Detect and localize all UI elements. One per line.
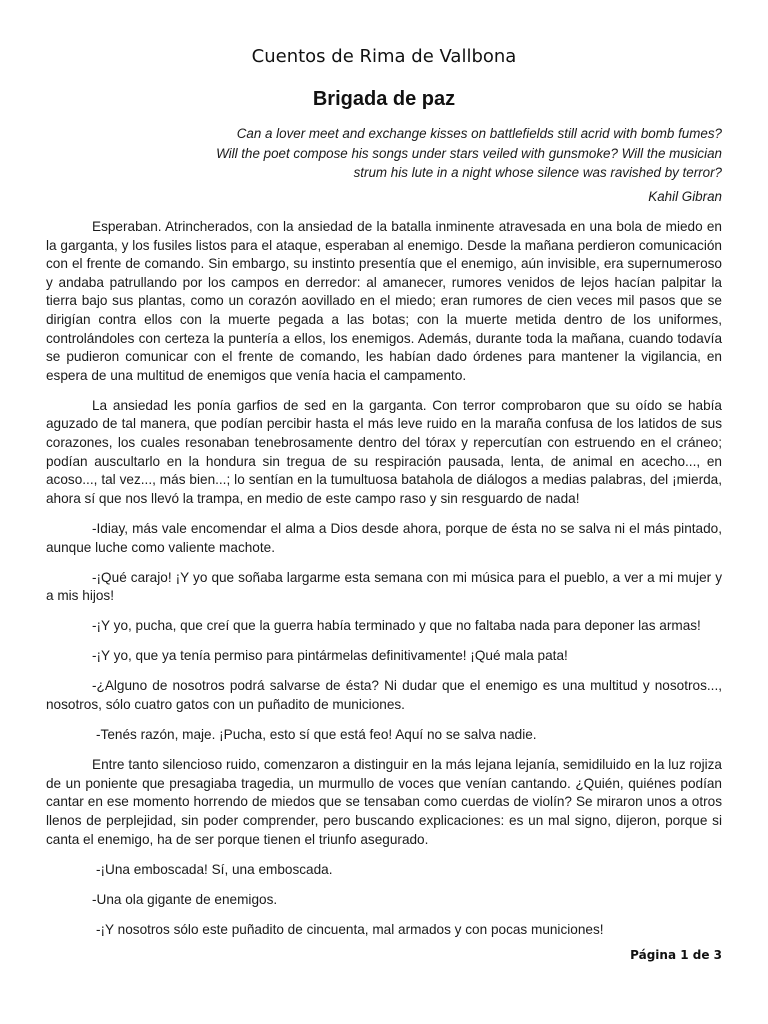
paragraph: Entre tanto silencioso ruido, comenzaron a distinguir en la más lejana lejanía, semidiluido en la luz rojiza de un poniente que presagiaba tragedia, un murmullo de voces que venían cantando. ¿Quién, quiénes podían cantar en ese momento horrendo de miedos que se tensaban como cuerdas de violín? Se miraron unos a otros llenos de perplejidad, sin poder comprender, pero buscando explicaciones: es un mal signo, dijeron, porque si canta el enemigo, ha de ser porque tienen el triunfo asegurado.	[46, 757, 722, 847]
epigraph-author: Kahil Gibran	[648, 189, 722, 204]
paragraph: -¡Una emboscada! Sí, una emboscada.	[96, 861, 333, 877]
paragraph: -Una ola gigante de enemigos.	[92, 891, 278, 907]
paragraph: La ansiedad les ponía garfios de sed en la garganta. Con terror comprobaron que su oído se había aguzado de tal manera, que podían percibir hasta el más leve ruido en la maraña confusa de los latidos de sus corazones, los cuales resonaban tenebrosamente dentro del tórax y repercutían con estruendo en el cráneo; podían auscultarlo en la hondura sin tregua de su respiración pausada, lenta, de animal en acecho..., en acoso..., tal vez..., más bien...; lo sentían en la tumultuosa batahola de diálogos a medias palabras, del ¡mierda, ahora sí que nos llevó la trampa, en medio de este campo raso y sin resguardo de nada!	[46, 397, 722, 506]
paragraph: Esperaban. Atrincherados, con la ansiedad de la batalla inminente atravesada en una bola de miedo en la garganta, y los fusiles listos para el ataque, esperaban al enemigo. Desde la mañana perdieron comunicación con el frente de comando. Sin embargo, su instinto presentía que el enemigo, aún invisible, era supernumeroso y andaba patrullando por los campos en derredor: al amanecer, rumores venidos de lejos hacían palpitar la tierra bajo sus plantas, como un corazón aovillado en el miedo; eran rumores de cien veces mil pasos que se dirigían contra ellos con la muerte pegada a las botas; con la muerte metida dentro de los uniformes, controlándoles con certeza la puntería a ellos, los enemigos. Además, durante toda la mañana, cuando todavía se pudieron comunicar con el frente de comando, les habían dado órdenes para mantener la vigilancia, en espera de una multitud de enemigos que venía hacia el campamento.	[46, 219, 722, 383]
paragraph: -¡Y yo, pucha, que creí que la guerra había terminado y que no faltaba nada para deponer las armas!	[92, 618, 701, 634]
story-body	[46, 218, 722, 951]
paragraph: -Idiay, más vale encomendar el alma a Dios desde ahora, porque de ésta no se salva ni el más pintado, aunque luche como valiente machote.	[46, 520, 722, 555]
paragraph: -Tenés razón, maje. ¡Pucha, esto sí que está feo! Aquí no se salva nadie.	[96, 727, 537, 743]
paragraph: -¿Alguno de nosotros podrá salvarse de ésta? Ni dudar que el enemigo es una multitud y nosotros..., nosotros, sólo cuatro gatos con un puñadito de municiones.	[46, 678, 722, 713]
running-header: Cuentos de Rima de Vallbona	[251, 46, 517, 67]
story-title: Brigada de paz	[312, 88, 456, 110]
epigraph	[102, 124, 722, 183]
paragraph: -¡Qué carajo! ¡Y yo que soñaba largarme esta semana con mi música para el pueblo, a ver a mi mujer y a mis hijos!	[46, 569, 722, 604]
paragraph: -¡Y yo, que ya tenía permiso para pintármelas definitivamente! ¡Qué mala pata!	[92, 648, 568, 664]
paragraph: -¡Y nosotros sólo este puñadito de cincuenta, mal armados y con pocas municiones!	[96, 921, 604, 937]
epigraph-line: strum his lute in a night whose silence was ravished by terror?	[353, 165, 722, 180]
page-number: Página 1 de 3	[630, 948, 722, 962]
epigraph-line: Can a lover meet and exchange kisses on battlefields still acrid with bomb fumes?	[236, 126, 722, 141]
epigraph-line: Will the poet compose his songs under stars veiled with gunsmoke? Will the musician	[216, 145, 722, 161]
